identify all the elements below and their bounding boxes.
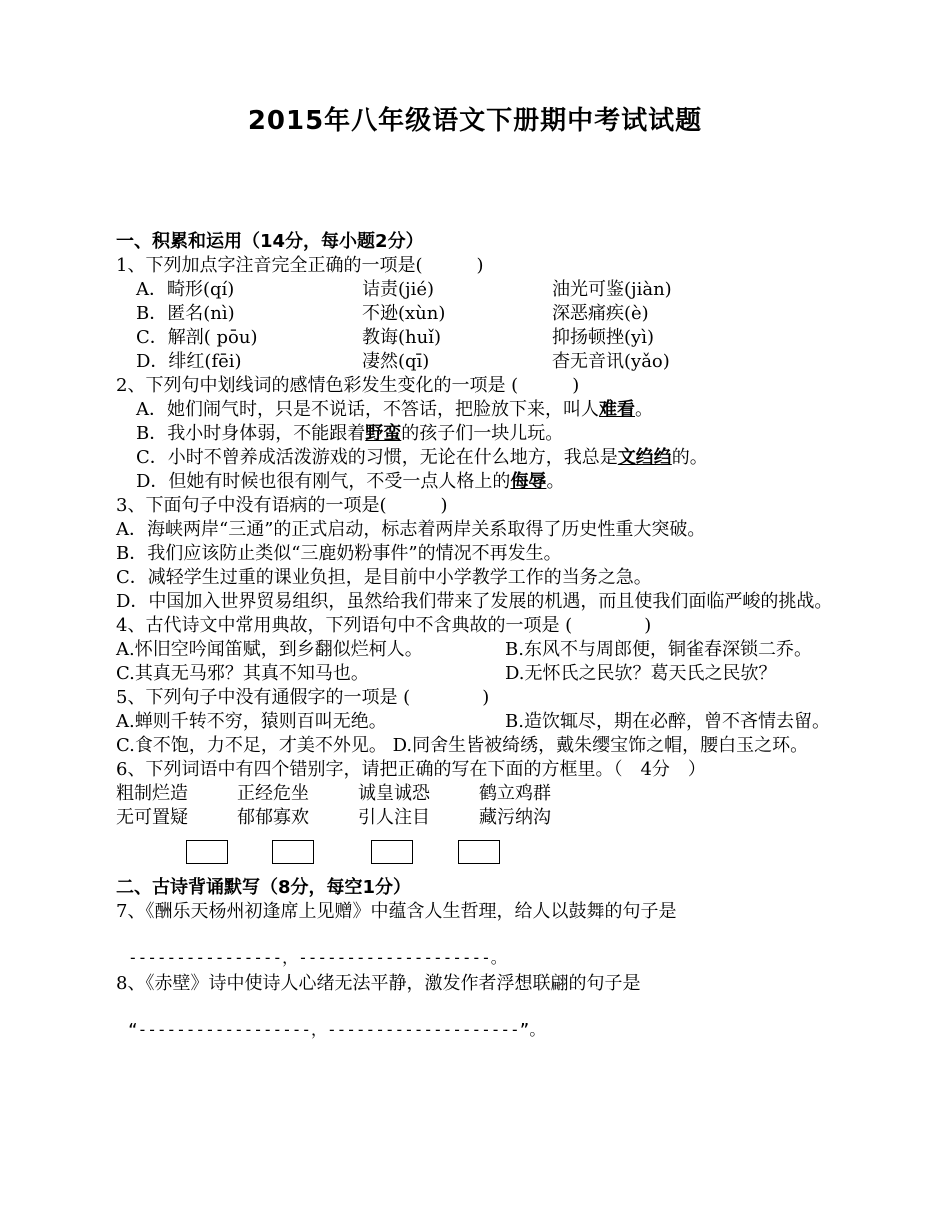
- section-2-heading: 二、古诗背诵默写（8分，每空1分）: [116, 877, 412, 898]
- q1-c-word3: 抑扬顿挫(yì): [552, 327, 654, 348]
- q6-word: 无可置疑: [116, 807, 188, 828]
- q1-stem: 1、下列加点字注音完全正确的一项是( ): [116, 255, 484, 276]
- q4-option-c: C.其真无马邪？其真不知马也。: [116, 663, 369, 684]
- q8-stem: 8、《赤壁》诗中使诗人心绪无法平静，激发作者浮想联翩的句子是: [116, 973, 641, 994]
- q5-stem: 5、下列句子中没有通假字的一项是 ( ): [116, 687, 490, 708]
- q2-b-underlined-word: 野蛮: [365, 423, 402, 444]
- q1-c-word1: C．解剖( pōu): [136, 327, 258, 348]
- q3-stem: 3、下面句子中没有语病的一项是( ): [116, 495, 448, 516]
- q4-option-a: A.怀旧空吟闻笛赋，到乡翻似烂柯人。: [116, 639, 423, 660]
- q2-option-c: [116, 446, 886, 470]
- q5-option-c: C.食不饱，力不足，才美不外见。: [116, 735, 387, 756]
- q2-a-pre: A．她们闹气时，只是不说话，不答话，把脸放下来，叫人: [136, 399, 599, 420]
- q1-d-word2: 凄然(qī): [362, 351, 430, 372]
- answer-box[interactable]: [186, 840, 228, 864]
- q2-c-post: 的。: [671, 447, 708, 468]
- q1-b-word2: 不逊(xùn): [362, 303, 446, 324]
- exam-content: [116, 230, 886, 1044]
- q1-option-a: [116, 278, 886, 302]
- q7-blank: ----------------，--------------------。: [128, 948, 507, 967]
- q4-options-cd: [116, 662, 886, 686]
- answer-box[interactable]: [458, 840, 500, 864]
- q2-option-a: [116, 398, 886, 422]
- q5-option-b: B.造饮辄尽，期在必醉，曾不吝情去留。: [505, 711, 830, 732]
- q1-a-word2: 诘责(jié): [362, 279, 435, 300]
- q5-options-cd: [116, 734, 886, 758]
- q6-word-row-2: [116, 806, 886, 830]
- q2-a-underlined-word: 难看: [599, 399, 635, 420]
- q6-word-row-1: [116, 782, 886, 806]
- q2-b-post: 的孩子们一块儿玩。: [401, 423, 564, 444]
- q4-stem: 4、古代诗文中常用典故，下列语句中不含典故的一项是 ( ): [116, 615, 652, 636]
- q1-b-word1: B．匿名(nì): [136, 303, 235, 324]
- q6-word: 郁郁寡欢: [237, 807, 309, 828]
- q1-d-word1: D．绯红(fēi): [136, 351, 242, 372]
- q2-c-pre: C．小时不曾养成活泼游戏的习惯，无论在什么地方，我总是: [136, 447, 618, 468]
- answer-box[interactable]: [272, 840, 314, 864]
- q2-d-underlined-word: 侮辱: [510, 471, 547, 492]
- q6-word: 粗制烂造: [116, 783, 188, 804]
- q1-c-word2: 教诲(huǐ): [362, 327, 441, 348]
- q5-option-a: A.蝉则千转不穷，猿则百叫无绝。: [116, 711, 387, 732]
- q1-option-b: [116, 302, 886, 326]
- q6-answer-boxes: [116, 830, 886, 876]
- q5-option-d: D.同舍生皆被绮绣，戴朱缨宝饰之帽，腰白玉之环。: [392, 735, 809, 756]
- q2-option-b: [116, 422, 886, 446]
- q4-option-d: D.无怀氏之民欤？葛天氏之民欤？: [505, 663, 777, 684]
- q1-a-word3: 油光可鉴(jiàn): [552, 279, 672, 300]
- q1-option-d: [116, 350, 886, 374]
- q6-word: 藏污纳沟: [479, 807, 551, 828]
- q6-word: 诚皇诚恐: [358, 783, 430, 804]
- q6-stem: 6、下列词语中有四个错别字，请把正确的写在下面的方框里。（ 4分 ）: [116, 759, 706, 780]
- q4-option-b: B.东风不与周郎便，铜雀春深锁二乔。: [505, 639, 812, 660]
- q5-options-ab: [116, 710, 886, 734]
- page-title: 2015年八年级语文下册期中考试试题: [247, 106, 703, 136]
- q2-d-post: 。: [546, 471, 565, 492]
- q1-d-word3: 杳无音讯(yǎo): [552, 351, 670, 372]
- q2-stem: 2、下列句中划线词的感情色彩发生变化的一项是 ( ): [116, 375, 580, 396]
- q8-blank: “------------------，--------------------”。: [128, 1020, 546, 1039]
- q7-stem: 7、《酬乐天杨州初逢席上见赠》中蕴含人生哲理，给人以鼓舞的句子是: [116, 901, 677, 922]
- q2-option-d: [116, 470, 886, 494]
- answer-box[interactable]: [371, 840, 413, 864]
- q6-word: 正经危坐: [237, 783, 309, 804]
- q8-answer-line[interactable]: [116, 996, 886, 1044]
- q2-b-pre: B．我小时身体弱，不能跟着: [136, 423, 366, 444]
- q2-a-post: 。: [635, 399, 653, 420]
- q3-option-a: A．海峡两岸“三通”的正式启动，标志着两岸关系取得了历史性重大突破。: [116, 519, 706, 540]
- q3-option-d: D．中国加入世界贸易组织，虽然给我们带来了发展的机遇，而且使我们面临严峻的挑战。: [116, 591, 833, 612]
- q3-option-b: B．我们应该防止类似“三鹿奶粉事件”的情况不再发生。: [116, 543, 562, 564]
- q2-c-underlined-word: 文绉绉: [617, 447, 672, 468]
- q1-a-word1: A．畸形(qí): [136, 279, 235, 300]
- q7-answer-line[interactable]: [116, 924, 886, 972]
- q4-options-ab: [116, 638, 886, 662]
- q1-b-word3: 深恶痛疾(è): [552, 303, 649, 324]
- q6-word: 引人注目: [358, 807, 430, 828]
- section-1-heading: 一、积累和运用（14分，每小题2分）: [116, 231, 424, 252]
- q1-option-c: [116, 326, 886, 350]
- q3-option-c: C．减轻学生过重的课业负担，是目前中小学教学工作的当务之急。: [116, 567, 652, 588]
- q2-d-pre: D．但她有时候也很有刚气，不受一点人格上的: [136, 471, 511, 492]
- q6-word: 鹤立鸡群: [479, 783, 551, 804]
